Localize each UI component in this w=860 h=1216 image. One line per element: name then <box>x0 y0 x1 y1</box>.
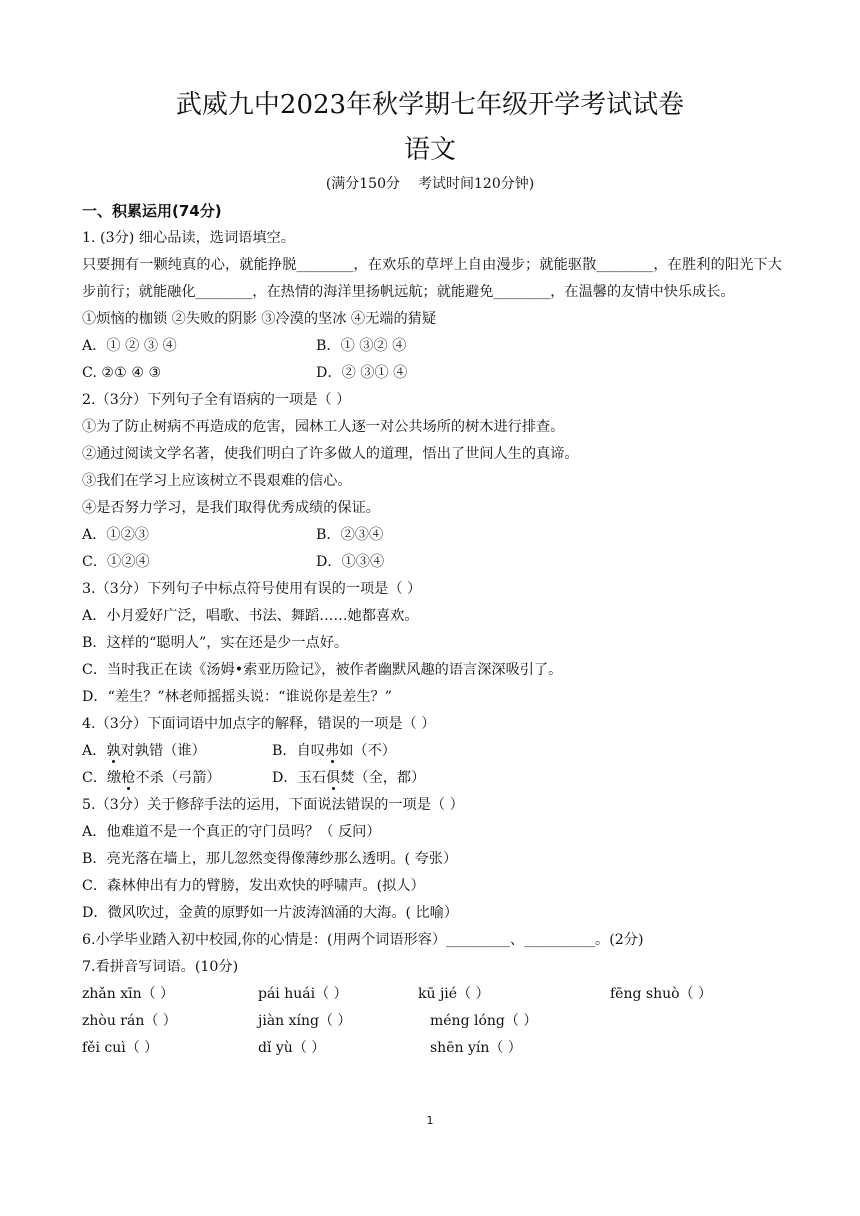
answer-blank[interactable]: （ ） <box>144 1013 177 1029</box>
q2-sentence-2: ②通过阅读文学名著，使我们明白了许多做人的道理，悟出了世间人生的真谛。 <box>82 446 579 462</box>
q2-stem: 2.（3分）下列句子全有语病的一项是（ ） <box>82 392 351 408</box>
pinyin-item <box>258 981 418 1008</box>
q3-option-d: D．“差生？”林老师摇摇头说：“谁说你是差生？” <box>82 689 392 705</box>
q7-row-3 <box>82 1035 782 1062</box>
q7-stem: 7.看拼音写词语。(10分) <box>82 959 239 975</box>
q5-option-b: B．亮光落在墙上，那儿忽然变得像薄纱那么透明。( 夸张） <box>82 851 458 867</box>
q5-stem: 5.（3分）关于修辞手法的运用，下面说法错误的一项是（ ） <box>82 797 464 813</box>
q4-option-d <box>272 765 425 792</box>
q1-option-b: B．① ③② ④ <box>316 338 407 354</box>
answer-blank[interactable]: （ ） <box>141 986 175 1002</box>
q1-option-c: C. ②① ④ ③ <box>82 365 162 381</box>
pinyin-text: fēng shuò <box>610 986 680 1002</box>
q3-option-b: B．这样的“聪明人”，实在还是少一点好。 <box>82 635 349 651</box>
pinyin-item <box>258 1008 430 1035</box>
answer-blank[interactable]: （ ） <box>504 1013 538 1029</box>
pinyin-item <box>610 981 712 1008</box>
exam-title: 武威九中2023年秋学期七年级开学考试试卷 <box>175 90 685 120</box>
q7-row-1 <box>82 981 782 1008</box>
q4-options-ab <box>82 738 782 765</box>
pinyin-text: zhǎn xīn <box>82 986 142 1002</box>
exam-content <box>82 198 782 1062</box>
pinyin-text: fěi cuì <box>82 1040 126 1056</box>
q2-sentence-4: ④是否努力学习，是我们取得优秀成绩的保证。 <box>82 500 380 516</box>
q4-option-d-rest: 焚（全，都） <box>340 770 426 786</box>
q2-option-a: A．①②③ <box>82 527 149 543</box>
q4-option-a-label: A． <box>82 743 107 759</box>
pinyin-item <box>258 1035 430 1062</box>
page-number: 1 <box>426 1114 434 1127</box>
q2-sentence-3: ③我们在学习上应该树立不畏艰难的信心。 <box>82 473 352 489</box>
pinyin-text: jiàn xíng <box>258 1013 319 1029</box>
q3-stem: 3.（3分）下列句子中标点符号使用有误的一项是（ ） <box>82 581 422 597</box>
q1-options-ab <box>82 333 782 360</box>
pinyin-text: shēn yín <box>430 1040 490 1056</box>
q2-option-c: C．①②④ <box>82 554 150 570</box>
pinyin-item <box>430 1008 537 1035</box>
answer-blank[interactable]: （ ） <box>489 1040 522 1056</box>
full-score: (满分150分 <box>325 176 400 192</box>
q4-option-a-dotted-char: 孰 <box>106 743 121 759</box>
section-heading: 一、积累运用(74分) <box>82 202 222 220</box>
q2-options-ab <box>82 522 782 549</box>
answer-blank[interactable]: （ ） <box>315 986 348 1002</box>
q4-options-cd <box>82 765 782 792</box>
q2-option-b: B．②③④ <box>316 527 384 543</box>
pinyin-text: dǐ yù <box>258 1040 293 1056</box>
q3-option-c: C．当时我正在读《汤姆•索亚历险记》，被作者幽默风趣的语言深深吸引了。 <box>82 662 563 678</box>
q6-text: 6.小学毕业踏入初中校园,你的心情是：(用两个词语形容）_________、__________。(2分) <box>82 932 644 948</box>
q1-option-d: D．② ③① ④ <box>316 365 408 381</box>
pinyin-item <box>82 1008 258 1035</box>
q5-option-c: C．森林伸出有力的臂膀，发出欢快的呼啸声。(拟人） <box>82 878 425 894</box>
q5-option-d: D．微风吹过，金黄的原野如一片波涛汹涌的大海。( 比喻） <box>82 905 459 921</box>
q4-stem: 4.（3分）下面词语中加点字的解释，错误的一项是（ ） <box>82 716 436 732</box>
exam-time: 考试时间120分钟) <box>418 176 535 192</box>
pinyin-text: kū jié <box>418 986 458 1002</box>
pinyin-text: pái huái <box>258 986 316 1002</box>
q3-option-a: A．小月爱好广泛，唱歌、书法、舞蹈……她都喜欢。 <box>82 608 419 624</box>
q1-text: 只要拥有一颗纯真的心，就能挣脱________，在欢乐的草坪上自由漫步；就能驱散________，在胜利的阳光下大步前行；就能融化________，在热情的海洋里扬帆远航；就能避免________，在温馨的友情中快乐成长。 <box>82 257 782 300</box>
q2-option-d: D．①③④ <box>316 554 385 570</box>
pinyin-item <box>418 981 610 1008</box>
exam-meta <box>0 174 860 194</box>
q4-option-c-dotted-char: 枪 <box>121 770 136 786</box>
q4-option-b <box>272 738 396 765</box>
q7-row-2 <box>82 1008 782 1035</box>
q4-option-b-dotted-char: 弗 <box>325 743 340 759</box>
q2-options-cd <box>82 549 782 576</box>
pinyin-text: méng lóng <box>430 1013 505 1029</box>
q1-option-a: A．① ② ③ ④ <box>82 338 177 354</box>
q4-option-a <box>82 738 272 765</box>
pinyin-item <box>82 981 258 1008</box>
q4-option-c-rest: 不杀（弓箭） <box>135 770 221 786</box>
exam-subject: 语文 <box>403 135 456 165</box>
q4-option-b-label: B．自叹 <box>272 743 325 759</box>
pinyin-item <box>430 1035 522 1062</box>
answer-blank[interactable]: （ ） <box>292 1040 326 1056</box>
pinyin-text: zhòu rán <box>82 1013 145 1029</box>
pinyin-item <box>82 1035 258 1062</box>
q4-option-d-label: D．玉石 <box>272 770 326 786</box>
q2-sentence-1: ①为了防止树病不再造成的危害，园林工人逐一对公共场所的树木进行排查。 <box>82 419 565 435</box>
q1-stem: 1. (3分) 细心品读，选词语填空。 <box>82 230 295 246</box>
q4-option-c-label: C．缴 <box>82 770 122 786</box>
q4-option-d-dotted-char: 俱 <box>325 770 341 786</box>
answer-blank[interactable]: （ ） <box>457 986 490 1002</box>
q4-option-c <box>82 765 272 792</box>
answer-blank[interactable]: （ ） <box>318 1013 352 1029</box>
answer-blank[interactable]: （ ） <box>125 1040 159 1056</box>
q1-options-cd <box>82 360 782 387</box>
q5-option-a: A．他难道不是一个真正的守门员吗？（ 反问） <box>82 824 381 840</box>
q4-option-b-rest: 如（不） <box>339 743 396 759</box>
answer-blank[interactable]: （ ） <box>679 986 712 1002</box>
q4-option-a-rest: 对孰错（谁） <box>120 743 206 759</box>
q1-choices: ①烦恼的枷锁 ②失败的阴影 ③冷漠的坚冰 ④无端的猜疑 <box>82 311 437 327</box>
